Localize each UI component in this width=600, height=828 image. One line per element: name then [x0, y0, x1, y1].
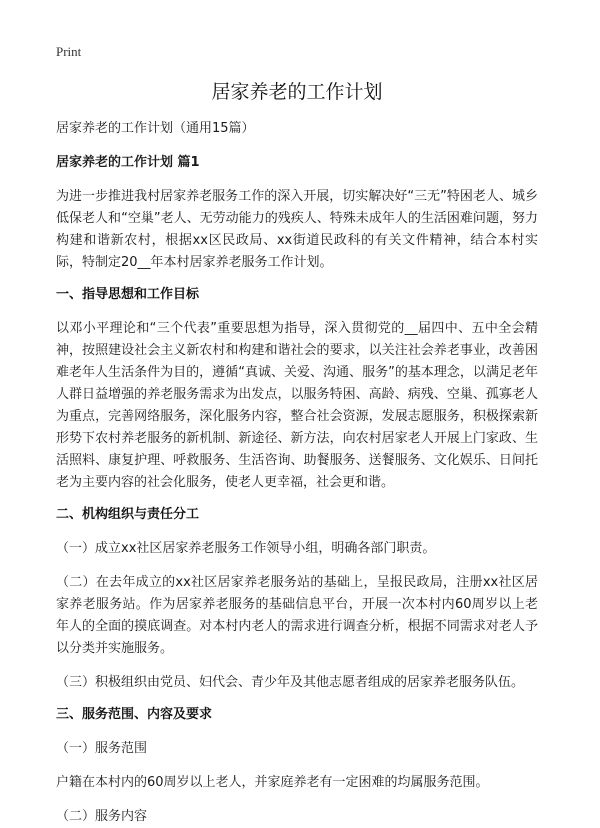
- section-heading-organization: 二、机构组织与责任分工: [56, 507, 200, 522]
- section-paragraph: （一）服务范围: [56, 741, 148, 756]
- section-paragraph: （二）服务内容: [56, 809, 148, 824]
- section-heading-service-scope: 三、服务范围、内容及要求: [56, 707, 213, 722]
- section-paragraph: （三）积极组织由党员、妇代会、青少年及其他志愿者组成的居家养老服务队伍。: [56, 675, 525, 690]
- section-paragraph: （一）成立xx社区居家养老服务工作领导小组，明确各部门职责。: [56, 541, 436, 556]
- section-paragraph: 以邓小平理论和“三个代表”重要思想为指导，深入贯彻党的__届四中、五中全会精神，按照建设社会主义新农村和构建和谐社会的要求，以关注社会养老事业，改善困难老年人生活条件为目的，遵循“真诚、关爱、沟通、服务”的基本理念，以满足老年人群日益增强的养老服务需求为出发点，以服务特困、高龄、病残、空巢、孤寡老人为重点，完善网络服务，深化服务内容，整合社会资源，发展志愿服务，积极探索新形势下农村养老服务的新机制、新途径、新方法，向农村居家老人开展上门家政、生活照料、康复护理、呼救服务、生活咨询、助餐服务、送餐服务、文化娱乐、日间托老为主要内容的社会化服务，使老人更幸福，社会更和谐。: [56, 321, 538, 490]
- section-paragraph: （二）在去年成立的xx社区居家养老服务站的基础上，呈报民政局，注册xx社区居家养老服务站。作为居家养老服务的基础信息平台，开展一次本村内60周岁以上老年人的全面的摸底调查。对本村内老人的需求进行调查分析，根据不同需求对老人予以分类并实施服务。: [56, 575, 538, 656]
- section-paragraph: 户籍在本村内的60周岁以上老人，并家庭养老有一定困难的均属服务范围。: [56, 775, 489, 790]
- section-heading-guiding-ideology: 一、指导思想和工作目标: [56, 287, 200, 302]
- print-link[interactable]: Print: [56, 44, 82, 59]
- page-title: 居家养老的工作计划: [211, 81, 383, 103]
- article-heading: 居家养老的工作计划 篇1: [56, 155, 200, 170]
- intro-paragraph: 为进一步推进我村居家养老服务工作的深入开展，切实解决好“三无”特困老人、城乡低保老人和“空巢”老人、无劳动能力的残疾人、特殊未成年人的生活困难问题，努力构建和谐新农村，根据xx区民政局、xx街道民政科的有关文件精神，结合本村实际，特制定20__年本村居家养老服务工作计划。: [56, 189, 538, 270]
- document-subtitle: 居家养老的工作计划（通用15篇）: [56, 121, 255, 136]
